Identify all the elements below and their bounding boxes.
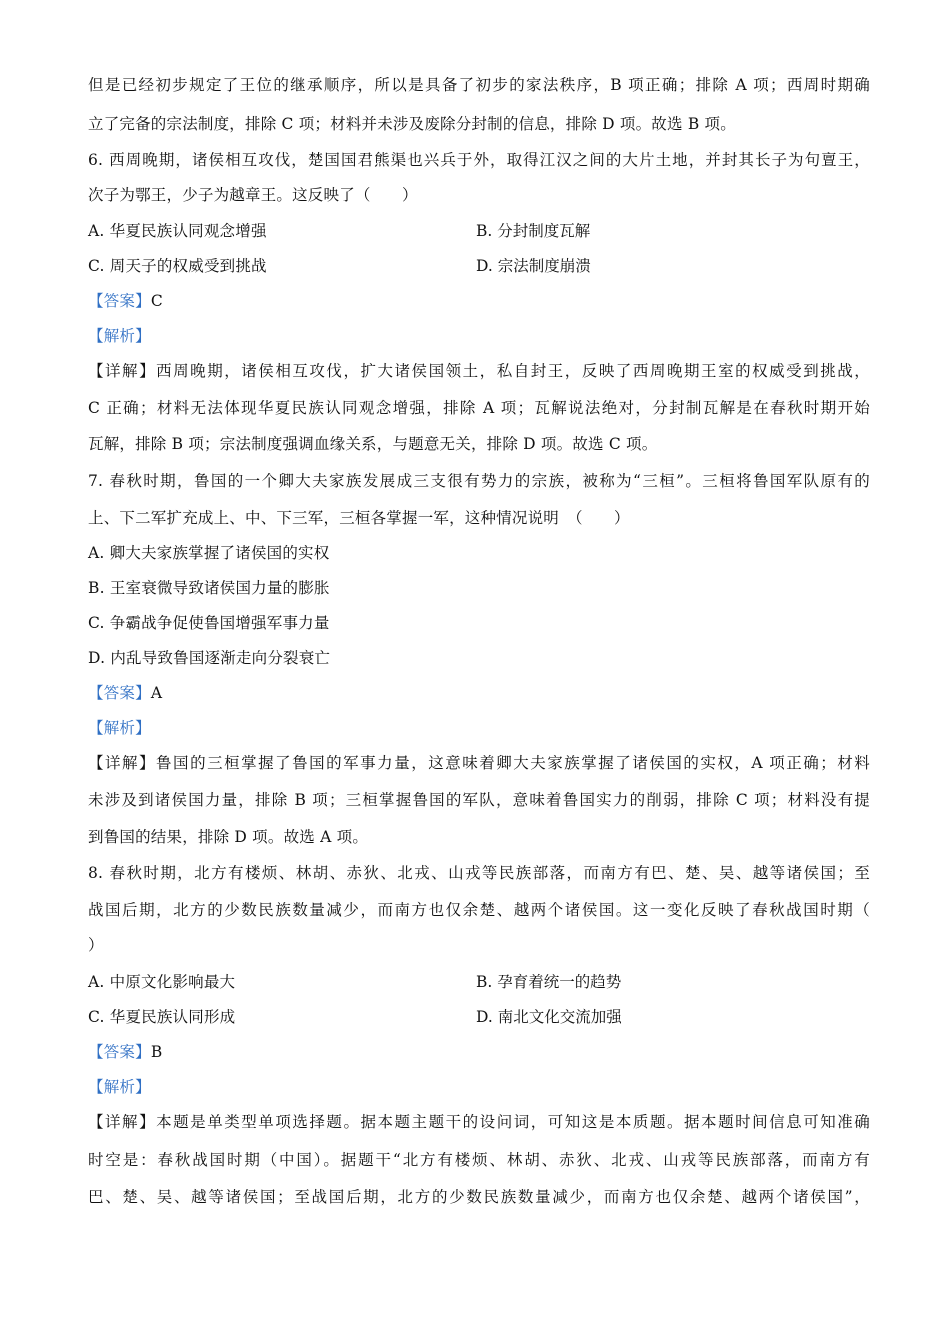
question-6-option-d: D. 宗法制度崩溃	[476, 257, 591, 275]
question-7-detail: 未涉及到诸侯国力量，排除 B 项；三桓掌握鲁国的军队，意味着鲁国实力的削弱，排除 C 项；材料没有提	[88, 791, 870, 809]
question-8-detail: 时空是：春秋战国时期（中国）。据题干“北方有楼烦、林胡、赤狄、北戎、山戎等民族部落，而南方有	[88, 1151, 870, 1169]
question-7-analysis-label	[88, 717, 151, 739]
question-7-option-c: C. 争霸战争促使鲁国增强军事力量	[88, 614, 330, 632]
question-6-stem: 次子为鄂王，少子为越章王。这反映了（ ）	[88, 186, 418, 204]
question-8-stem: ）	[88, 936, 104, 954]
question-6-option-c: C. 周天子的权威受到挑战	[88, 257, 267, 275]
text-line: 立了完备的宗法制度，排除 C 项；材料并未涉及废除分封制的信息，排除 D 项。故选 B 项。	[88, 115, 736, 133]
question-8-detail: 巴、楚、吴、越等诸侯国；至战国后期，北方的少数民族数量减少，而南方也仅余楚、越两个诸侯国”，	[88, 1188, 870, 1206]
answer-value: C	[150, 292, 163, 310]
question-8-option-b: B. 孕育着统一的趋势	[476, 973, 622, 991]
analysis-label: 【解析】	[88, 719, 151, 737]
question-7-option-b: B. 王室衰微导致诸侯国力量的膨胀	[88, 579, 330, 597]
question-8-option-c: C. 华夏民族认同形成	[88, 1008, 236, 1026]
question-8-stem: 战国后期，北方的少数民族数量减少，而南方也仅余楚、越两个诸侯国。这一变化反映了春秋战国时期（	[88, 901, 870, 919]
question-8-option-a: A. 中原文化影响最大	[88, 973, 236, 991]
question-6-detail: C 正确；材料无法体现华夏民族认同观念增强，排除 A 项；瓦解说法绝对，分封制瓦解是在春秋时期开始	[88, 399, 870, 417]
question-8-detail	[88, 1111, 870, 1133]
question-7-option-a: A. 卿大夫家族掌握了诸侯国的实权	[88, 544, 330, 562]
question-7-answer	[88, 682, 162, 704]
question-6-option-b: B. 分封制度瓦解	[476, 222, 591, 240]
analysis-label: 【解析】	[88, 327, 151, 345]
answer-value: A	[150, 684, 163, 702]
question-6-detail	[88, 360, 870, 382]
question-7-option-d: D. 内乱导致鲁国逐渐走向分裂衰亡	[88, 649, 331, 667]
analysis-label: 【解析】	[88, 1078, 151, 1096]
question-6-detail: 瓦解，排除 B 项；宗法制度强调血缘关系，与题意无关，排除 D 项。故选 C 项。	[88, 435, 658, 453]
question-7-stem: 上、下二军扩充成上、中、下三军，三桓各掌握一军，这种情况说明 （ ）	[88, 509, 630, 527]
detail-text: 本题是单类型单项选择题。据本题主题干的设问词，可知这是本质题。据本题时间信息可知准确	[156, 1113, 870, 1131]
answer-label: 【答案】	[88, 684, 151, 702]
question-6-analysis-label	[88, 325, 151, 347]
detail-text: 西周晚期，诸侯相互攻伐，扩大诸侯国领土，私自封王，反映了西周晚期王室的权威受到挑战，	[156, 362, 870, 380]
question-7-stem: 7. 春秋时期，鲁国的一个卿大夫家族发展成三支很有势力的宗族，被称为“三桓”。三桓将鲁国军队原有的	[88, 472, 870, 490]
detail-label: 【详解】	[88, 1113, 157, 1131]
answer-label: 【答案】	[88, 1043, 151, 1061]
text-line: 但是已经初步规定了王位的继承顺序，所以是具备了初步的家法秩序，B 项正确；排除 A 项；西周时期确	[88, 76, 870, 94]
question-6-option-a: A. 华夏民族认同观念增强	[88, 222, 267, 240]
question-6-answer	[88, 290, 163, 312]
question-8-answer	[88, 1041, 162, 1063]
detail-label: 【详解】	[88, 362, 157, 380]
answer-value: B	[150, 1043, 163, 1061]
answer-label: 【答案】	[88, 292, 151, 310]
question-8-analysis-label	[88, 1076, 151, 1098]
detail-label: 【详解】	[88, 754, 157, 772]
question-8-stem: 8. 春秋时期，北方有楼烦、林胡、赤狄、北戎、山戎等民族部落，而南方有巴、楚、吴、越等诸侯国；至	[88, 864, 870, 882]
detail-text: 鲁国的三桓掌握了鲁国的军事力量，这意味着卿大夫家族掌握了诸侯国的实权，A 项正确；材料	[156, 754, 870, 772]
question-7-detail	[88, 752, 870, 774]
question-6-stem: 6. 西周晚期，诸侯相互攻伐，楚国国君熊渠也兴兵于外，取得江汉之间的大片土地，并封其长子为句亶王，	[88, 151, 870, 169]
question-8-option-d: D. 南北文化交流加强	[476, 1008, 622, 1026]
question-7-detail: 到鲁国的结果，排除 D 项。故选 A 项。	[88, 828, 369, 846]
